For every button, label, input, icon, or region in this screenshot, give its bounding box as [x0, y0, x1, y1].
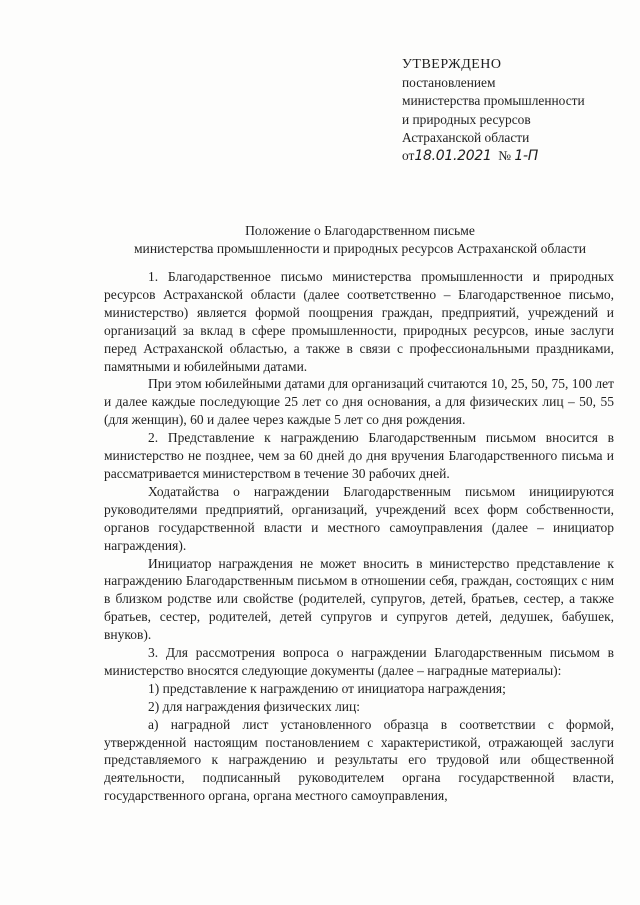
approval-line-2: министерства промышленности: [402, 93, 585, 109]
number-prefix: №: [498, 148, 512, 164]
paragraph-7: 1) представление к награждению от инициатора награждения;: [148, 680, 506, 696]
paragraph-1: 1. Благодарственное письмо министерства промышленности и природных ресурсов Астраханской области (далее соответственно – Благодарственное письмо, министерство) является формой поощрения граждан, предприятий, учреждений и организаций за вклад в сфере промышленности, природных ресурсов, иные заслуги перед Астраханской областью, а также в связи с профессиональными праздниками, памятными и юбилейными датами.: [104, 269, 614, 374]
approval-line-3: и природных ресурсов: [402, 111, 531, 127]
handwritten-number: 1-П: [514, 148, 538, 165]
document-title: [100, 222, 620, 258]
document-body: [104, 268, 614, 805]
paragraph-9: а) наградной лист установленного образца в соответствии с формой, утвержденной настоящим постановлением с характеристикой, отражающей заслуги представляемого к награждению и результаты его трудовой или общественной деятельности, подписанный руководителем органа государственной власти, государственного органа, органа местного самоуправления,: [104, 716, 614, 804]
paragraph-2: При этом юбилейными датами для организаций считаются 10, 25, 50, 75, 100 лет и далее каждые последующие 25 лет со дня основания, а для физических лиц – 50, 55 (для женщин), 60 и далее через каждые 5 лет со дня рождения.: [104, 376, 614, 428]
paragraph-3: 2. Представление к награждению Благодарственным письмом вносится в министерство не позднее, чем за 60 дней до дня вручения Благодарственного письма и рассматривается министерством в течение 30 рабочих дней.: [104, 430, 614, 481]
date-prefix: от: [402, 148, 415, 164]
approval-date-number-line: [402, 147, 634, 165]
paragraph-8: 2) для награждения физических лиц:: [148, 698, 361, 714]
approval-line-4: Астраханской области: [402, 129, 530, 145]
paragraph-4: Ходатайства о награждении Благодарственным письмом инициируются руководителями предприятий, организаций, учреждений всех форм собственности, органов государственной власти и местного самоуправления (далее – инициатор награждения).: [104, 483, 614, 553]
title-line-1: Положение о Благодарственном письме: [245, 223, 475, 238]
approval-stamp-block: [402, 56, 634, 165]
approval-line-1: постановлением: [402, 75, 496, 91]
handwritten-date: 18.01.2021: [414, 148, 492, 165]
approved-heading: УТВЕРЖДЕНО: [402, 57, 502, 72]
paragraph-5: Инициатор награждения не может вносить в министерство представление к награждению Благодарственным письмом в отношении себя, граждан, состоящих с ним в близком родстве или свойстве (родителей, супругов, детей, братьев, сестер, а также братьев, сестер, родителей, детей супругов и супругов детей, дедушек, бабушек, внуков).: [104, 555, 614, 643]
title-line-2: министерства промышленности и природных ресурсов Астраханской области: [133, 241, 587, 256]
paragraph-6: 3. Для рассмотрения вопроса о награждении Благодарственным письмом в министерство вносятся следующие документы (далее – наградные материалы):: [104, 645, 614, 678]
